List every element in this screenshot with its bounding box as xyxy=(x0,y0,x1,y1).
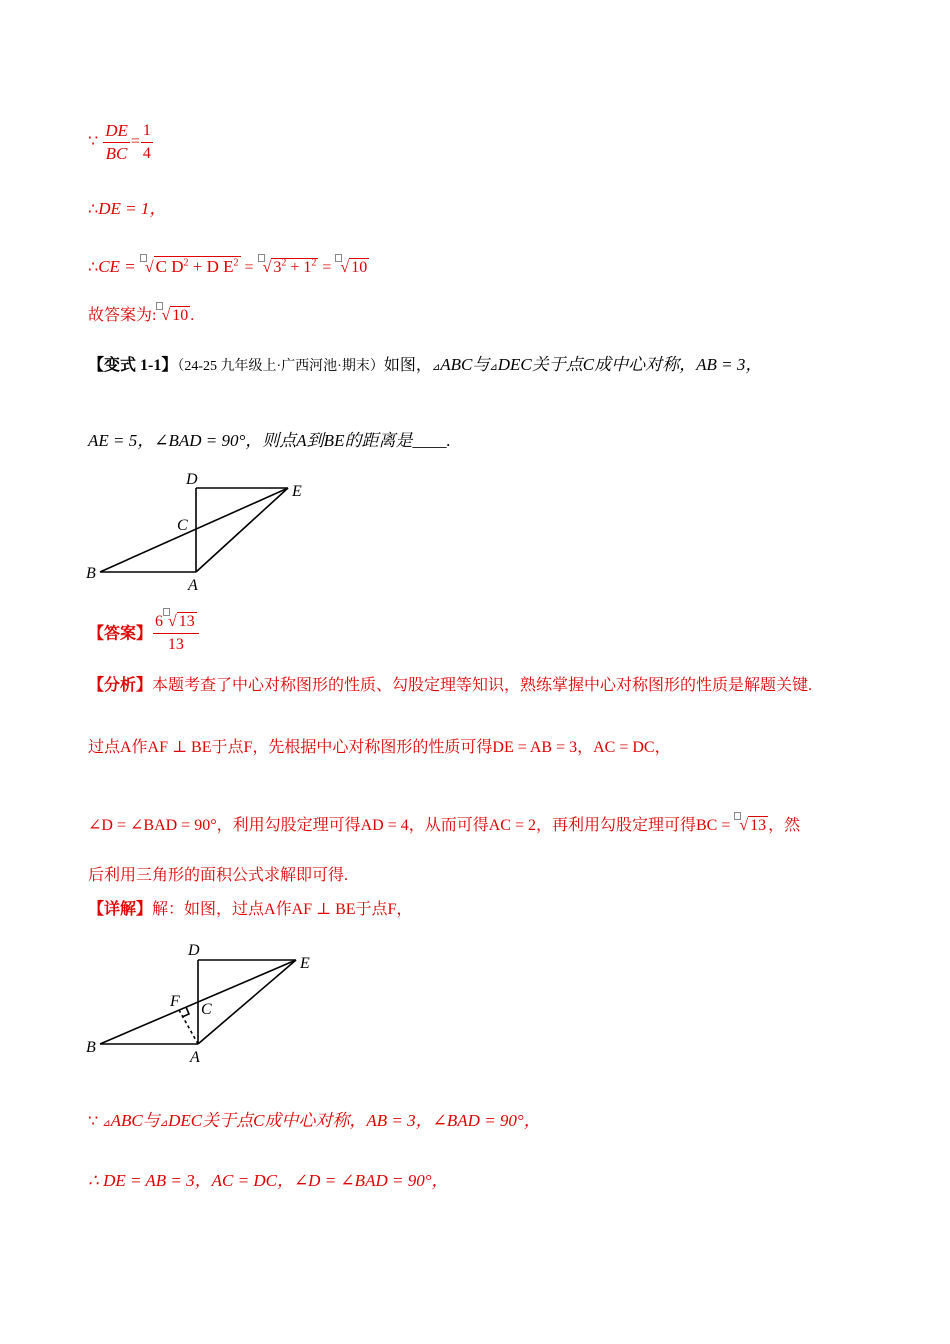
answer-radical: √ 10 xyxy=(156,302,190,325)
because-fraction-line: ∵ $\frac{DE}{BC}$ = $\frac{1}{4}$ xyxy=(88,121,151,163)
radical-3: √ 10 xyxy=(335,254,369,277)
analysis-line-2: 过点A作AF ⊥ BE于点F，先根据中心对称图形的性质可得DE = AB = 3，AC = DC， xyxy=(88,739,671,756)
label-d: D xyxy=(188,942,200,959)
variant-line-2: AE = 5，∠BAD = 90°，则点A到BE的距离是____. xyxy=(88,431,451,450)
variant-line-1: 【变式 1-1】（24-25 九年级上·广西河池·期末）如图，⊿ABC与⊿DEC关于点C成中心对称，AB = 3， xyxy=(88,355,763,374)
fraction-de-bc: $\frac{DE}{BC}$ xyxy=(105,121,128,163)
label-e: E xyxy=(292,483,302,500)
answer-fraction: $\frac{6 √ 13}{13}$ xyxy=(153,608,199,656)
label-a: A xyxy=(190,1049,200,1066)
analysis-line-4: 后利用三角形的面积公式求解即可得. xyxy=(88,867,349,884)
analysis-line-3: ∠D = ∠BAD = 90°，利用勾股定理可得AD = 4，从而可得AC = 2，再利用勾股定理可得BC = √ 13 ，然 xyxy=(88,812,800,835)
label-c: C xyxy=(177,517,188,534)
label-d: D xyxy=(186,471,198,488)
label-a: A xyxy=(188,577,198,594)
answer-line: 故答案为: √ 10 . xyxy=(88,302,194,325)
bc-radical: √ 13 xyxy=(734,812,768,835)
ce-calc-line: ∴CE = √ C $D^2 + D$ $E^2$ = √ $3^2 + 1^2$ = √ 10 xyxy=(88,254,369,277)
detail-line-2: ∵ ⊿ABC与⊿DEC关于点C成中心对称，AB = 3，∠BAD = 90°， xyxy=(88,1111,541,1130)
label-b: B xyxy=(86,565,96,582)
label-c: C xyxy=(201,1001,212,1018)
radical-1: √ C $D^2 + D$ $E^2$ xyxy=(140,254,241,277)
label-f: F xyxy=(170,993,180,1010)
analysis-line-1: 【分析】本题考查了中心对称图形的性质、勾股定理等知识，熟练掌握中心对称图形的性质是解题关键. xyxy=(88,677,813,694)
fraction-one-quarter: $\frac{1}{4}$ xyxy=(142,122,151,162)
geometry-figure-1 xyxy=(80,466,320,596)
radical-2: √ $3^2 + 1^2$ xyxy=(258,254,319,277)
detail-line-3: ∴ DE = AB = 3，AC = DC，∠D = ∠BAD = 90°， xyxy=(88,1171,449,1190)
geometry-figure-2 xyxy=(80,936,330,1068)
detail-line-1: 【详解】解：如图，过点A作AF ⊥ BE于点F， xyxy=(88,901,413,918)
de-equals-line: ∴DE = 1， xyxy=(88,199,167,218)
label-b: B xyxy=(86,1039,96,1056)
answer-block: 【答案】 $\frac{6 √ 13}{13}$ xyxy=(88,608,200,656)
label-e: E xyxy=(300,955,310,972)
